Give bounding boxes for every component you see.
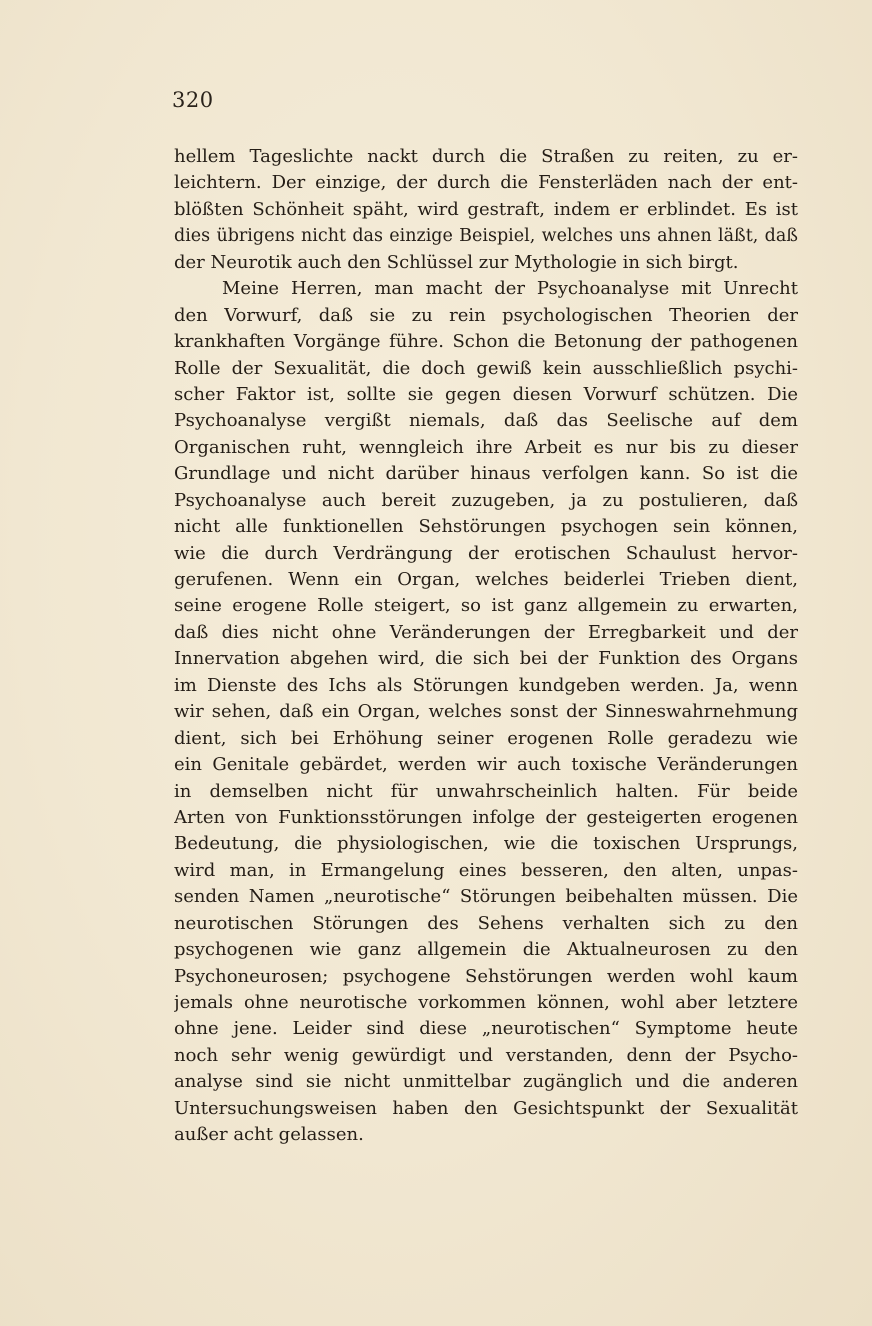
text-line: im Dienste des Ichs als Störungen kundgeben werden. Ja, wenn <box>174 674 798 696</box>
text-line: Psychoanalyse vergißt niemals, daß das Seelische auf dem <box>174 410 798 432</box>
body-text <box>174 144 798 1149</box>
text-line: krankhaften Vorgänge führe. Schon die Betonung der pathogenen <box>174 331 798 353</box>
text-line: daß dies nicht ohne Veränderungen der Erregbarkeit und der <box>174 621 798 643</box>
text-line: wir sehen, daß ein Organ, welches sonst der Sinneswahrnehmung <box>174 701 798 723</box>
text-line: scher Faktor ist, sollte sie gegen diesen Vorwurf schützen. Die <box>174 383 798 405</box>
text-line: außer acht gelassen. <box>174 1124 364 1146</box>
text-line: nicht alle funktionellen Sehstörungen psychogen sein können, <box>174 516 798 538</box>
text-line: Psychoneurosen; psychogene Sehstörungen werden wohl kaum <box>174 965 798 987</box>
text-line: ohne jene. Leider sind diese „neurotischen“ Symptome heute <box>174 1018 798 1040</box>
text-line: seine erogene Rolle steigert, so ist ganz allgemein zu erwarten, <box>174 595 798 617</box>
text-line: Bedeutung, die physiologischen, wie die toxischen Ursprungs, <box>174 833 798 855</box>
text-line: dient, sich bei Erhöhung seiner erogenen Rolle geradezu wie <box>174 727 798 749</box>
text-line: Arten von Funktionsstörungen infolge der gesteigerten erogenen <box>174 806 798 828</box>
text-line: Psychoanalyse auch bereit zuzugeben, ja zu postulieren, daß <box>174 489 798 511</box>
text-line: noch sehr wenig gewürdigt und verstanden, denn der Psycho- <box>174 1044 798 1066</box>
text-line: analyse sind sie nicht unmittelbar zugänglich und die anderen <box>174 1071 798 1093</box>
text-line: jemals ohne neurotische vorkommen können, wohl aber letztere <box>174 992 798 1013</box>
text-line: neurotischen Störungen des Sehens verhalten sich zu den <box>174 912 798 934</box>
text-line: psychogenen wie ganz allgemein die Aktualneurosen zu den <box>174 939 798 961</box>
text-line: gerufenen. Wenn ein Organ, welches beiderlei Trieben dient, <box>174 569 798 590</box>
text-line: dies übrigens nicht das einzige Beispiel, welches uns ahnen läßt, daß <box>174 226 798 247</box>
text-line: senden Namen „neurotische“ Störungen beibehalten müssen. Die <box>174 886 798 908</box>
text-line: Grundlage und nicht darüber hinaus verfolgen kann. So ist die <box>174 463 798 485</box>
text-line: wird man, in Ermangelung eines besseren, den alten, unpas- <box>174 859 798 881</box>
text-line: wie die durch Verdrängung der erotischen Schaulust hervor- <box>174 542 798 564</box>
text-line: hellem Tageslichte nackt durch die Straßen zu reiten, zu er- <box>174 146 798 167</box>
text-line: Organischen ruht, wenngleich ihre Arbeit es nur bis zu dieser <box>174 436 798 458</box>
text-line: Untersuchungsweisen haben den Gesichtspunkt der Sexualität <box>174 1097 798 1119</box>
text-line: Meine Herren, man macht der Psychoanalyse mit Unrecht <box>222 278 798 300</box>
text-line: der Neurotik auch den Schlüssel zur Mythologie in sich birgt. <box>174 251 739 273</box>
text-line: in demselben nicht für unwahrscheinlich halten. Für beide <box>174 780 798 802</box>
text-line: Innervation abgehen wird, die sich bei der Funktion des Organs <box>174 648 798 670</box>
text-line: leichtern. Der einzige, der durch die Fensterläden nach der ent- <box>174 172 798 194</box>
text-line: blößten Schönheit späht, wird gestraft, indem er erblindet. Es ist <box>174 198 798 220</box>
page-number: 320 <box>172 88 214 112</box>
text-line: ein Genitale gebärdet, werden wir auch toxische Veränderungen <box>174 754 798 776</box>
text-line: Rolle der Sexualität, die doch gewiß kein ausschließlich psychi- <box>174 357 798 379</box>
text-line: den Vorwurf, daß sie zu rein psychologischen Theorien der <box>174 304 798 326</box>
